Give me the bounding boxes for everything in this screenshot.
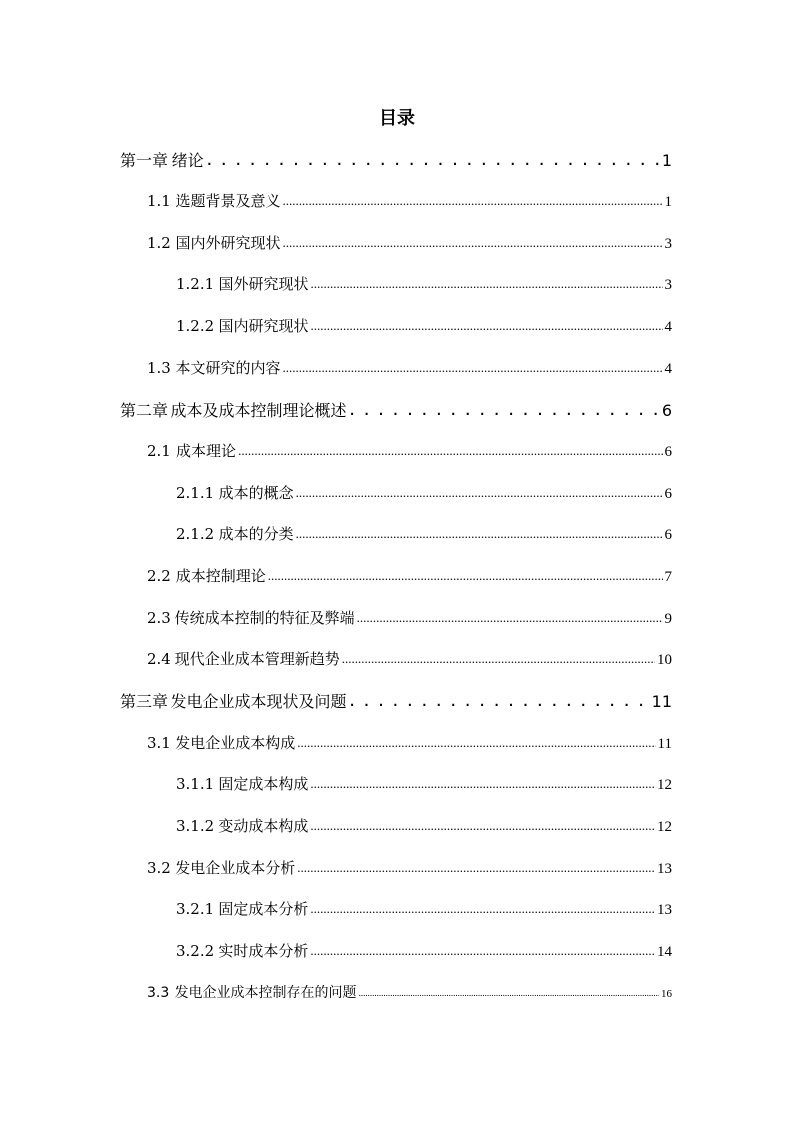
toc-entry-subsection[interactable] bbox=[176, 898, 672, 922]
toc-entry-title: 成本理论 bbox=[176, 442, 237, 460]
toc-entry-page: 11 bbox=[657, 736, 672, 752]
toc-leader-dots bbox=[297, 733, 655, 751]
toc-entry-chapter-3[interactable] bbox=[120, 689, 672, 713]
toc-entry-number: 3.1 bbox=[147, 734, 171, 752]
toc-leader-dots bbox=[283, 358, 663, 376]
toc-entry-number: 第一章 bbox=[120, 151, 169, 170]
toc-entry-subsection[interactable] bbox=[176, 815, 672, 839]
toc-leader-dots bbox=[348, 691, 649, 710]
toc-entry-section[interactable] bbox=[147, 190, 672, 214]
toc-entry-title: 发电企业成本现状及问题 bbox=[170, 692, 347, 711]
toc-entry-section[interactable] bbox=[147, 232, 672, 256]
toc-leader-dots bbox=[357, 608, 663, 626]
toc-leader-dots bbox=[297, 858, 655, 876]
toc-entry-page: 10 bbox=[657, 652, 672, 668]
toc-entry-title: 变动成本构成 bbox=[218, 817, 309, 835]
toc-entry-page: 14 bbox=[657, 944, 672, 960]
toc-entry-page: 1 bbox=[661, 151, 672, 170]
toc-leader-dots bbox=[359, 984, 659, 1000]
toc-leader-dots bbox=[296, 524, 663, 542]
toc-entry-page: 3 bbox=[664, 236, 672, 252]
toc-entry-title: 发电企业成本控制存在的问题 bbox=[174, 985, 357, 1001]
toc-entry-number: 3.1.2 bbox=[176, 817, 215, 835]
toc-entry-number: 第二章 bbox=[120, 401, 169, 420]
toc-entry-section[interactable] bbox=[147, 732, 672, 756]
toc-entry-title: 传统成本控制的特征及弊端 bbox=[174, 609, 355, 627]
toc-leader-dots bbox=[310, 816, 655, 834]
toc-entry-number: 3.2 bbox=[147, 859, 171, 877]
toc-leader-dots bbox=[342, 649, 655, 667]
toc-entry-chapter-2[interactable] bbox=[120, 398, 672, 422]
toc-entry-number: 2.1.1 bbox=[176, 484, 215, 502]
toc-entry-page: 16 bbox=[661, 988, 672, 1000]
toc-entry-title: 现代企业成本管理新趋势 bbox=[174, 650, 340, 668]
toc-entry-page: 6 bbox=[664, 486, 672, 502]
toc-entry-page: 4 bbox=[664, 319, 672, 335]
toc-entry-title: 国外研究现状 bbox=[218, 275, 309, 293]
toc-leader-dots bbox=[296, 483, 663, 501]
toc-title: 目录 bbox=[379, 108, 415, 129]
toc-entry-subsection[interactable] bbox=[176, 523, 672, 547]
toc-entry-page: 12 bbox=[657, 777, 672, 793]
toc-entry-number: 2.4 bbox=[147, 650, 171, 668]
toc-entry-number: 1.1 bbox=[147, 192, 171, 210]
toc-entry-page: 7 bbox=[664, 569, 672, 585]
toc-entry-title: 本文研究的内容 bbox=[175, 359, 281, 377]
toc-entry-title: 发电企业成本分析 bbox=[175, 859, 296, 877]
toc-entry-page: 4 bbox=[664, 361, 672, 377]
toc-leader-dots bbox=[206, 150, 660, 169]
toc-entry-number: 1.2 bbox=[147, 234, 171, 252]
toc-entry-chapter-1[interactable] bbox=[120, 148, 672, 172]
toc-entry-subsection[interactable] bbox=[176, 940, 672, 964]
toc-entry-section[interactable] bbox=[147, 357, 672, 381]
toc-leader-dots bbox=[349, 400, 660, 419]
toc-entry-number: 3.2.2 bbox=[176, 942, 215, 960]
toc-entry-section[interactable] bbox=[147, 857, 672, 881]
toc-entry-title: 实时成本分析 bbox=[218, 942, 309, 960]
toc-entry-number: 第三章 bbox=[120, 692, 169, 711]
toc-entry-section[interactable] bbox=[147, 607, 672, 631]
toc-entry-subsection[interactable] bbox=[176, 773, 672, 797]
toc-entry-number: 3.2.1 bbox=[176, 900, 215, 918]
toc-leader-dots bbox=[310, 941, 655, 959]
toc-entry-title: 绪论 bbox=[171, 151, 204, 170]
toc-entry-title: 成本的分类 bbox=[218, 525, 294, 543]
toc-leader-dots bbox=[283, 233, 663, 251]
toc-entry-subsection[interactable] bbox=[176, 273, 672, 297]
toc-entry-page: 6 bbox=[661, 401, 672, 420]
toc-entry-title: 成本及成本控制理论概述 bbox=[170, 401, 347, 420]
toc-entry-section[interactable] bbox=[147, 648, 672, 672]
toc-entry-section[interactable] bbox=[147, 565, 672, 589]
toc-leader-dots bbox=[268, 566, 663, 584]
toc-entry-page: 12 bbox=[657, 819, 672, 835]
toc-leader-dots bbox=[310, 316, 662, 334]
toc-entry-title: 发电企业成本构成 bbox=[175, 734, 296, 752]
toc-entry-number: 1.2.1 bbox=[176, 275, 215, 293]
toc-leader-dots bbox=[283, 191, 663, 209]
toc-entry-number: 1.3 bbox=[147, 359, 171, 377]
toc-leader-dots bbox=[310, 274, 662, 292]
toc-entry-number: 1.2.2 bbox=[176, 317, 215, 335]
toc-entry-title: 国内外研究现状 bbox=[175, 234, 281, 252]
toc-leader-dots bbox=[310, 899, 655, 917]
toc-entry-subsection[interactable] bbox=[176, 482, 672, 506]
toc-entry-page: 9 bbox=[664, 611, 672, 627]
toc-entry-title: 选题背景及意义 bbox=[175, 192, 281, 210]
toc-entry-subsection[interactable] bbox=[176, 315, 672, 339]
toc-entry-section[interactable] bbox=[147, 982, 672, 1006]
toc-entry-number: 3.1.1 bbox=[176, 775, 215, 793]
toc-entry-number: 3.3 bbox=[147, 985, 170, 1001]
toc-entry-title: 固定成本构成 bbox=[218, 775, 309, 793]
toc-entry-number: 2.3 bbox=[147, 609, 171, 627]
toc-entry-title: 国内研究现状 bbox=[218, 317, 309, 335]
toc-entry-number: 2.2 bbox=[147, 567, 171, 585]
toc-leader-dots bbox=[310, 774, 655, 792]
toc-entry-title: 固定成本分析 bbox=[218, 900, 309, 918]
toc-entry-page: 6 bbox=[664, 444, 672, 460]
toc-entry-section[interactable] bbox=[147, 440, 672, 464]
toc-entry-page: 1 bbox=[664, 194, 672, 210]
toc-entry-page: 11 bbox=[651, 692, 672, 711]
toc-leader-dots bbox=[238, 441, 662, 459]
toc-entry-page: 6 bbox=[664, 527, 672, 543]
toc-entry-page: 13 bbox=[657, 902, 672, 918]
toc-entry-title: 成本的概念 bbox=[218, 484, 294, 502]
toc-entry-number: 2.1 bbox=[147, 442, 171, 460]
toc-entry-title: 成本控制理论 bbox=[175, 567, 266, 585]
toc-entry-number: 2.1.2 bbox=[176, 525, 215, 543]
toc-entry-page: 3 bbox=[664, 277, 672, 293]
toc-entry-page: 13 bbox=[657, 861, 672, 877]
